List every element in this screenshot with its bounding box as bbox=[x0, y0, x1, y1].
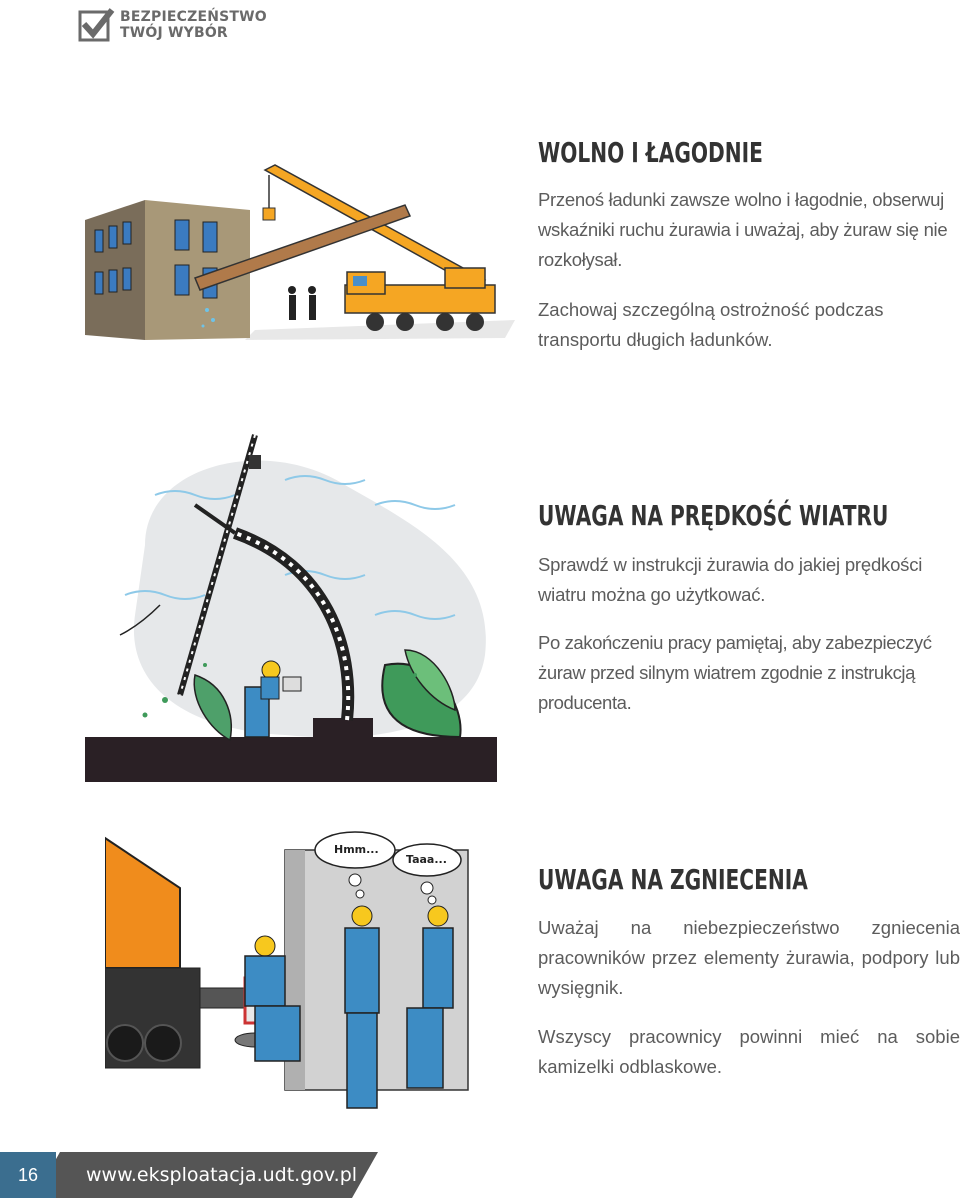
illustration-tower-crane-wind bbox=[85, 425, 497, 785]
illustration-crane-building bbox=[85, 160, 515, 350]
section-2-paragraph-1: Sprawdź w instrukcji żurawia do jakiej prędkości wiatru można go użytkować. bbox=[538, 554, 923, 605]
header-logo bbox=[78, 6, 278, 46]
section-2-paragraph-2: Po zakończeniu pracy pamiętaj, aby zabezpieczyć żuraw przed silnym wiatrem zgodnie z instrukcją producenta. bbox=[538, 632, 932, 713]
section-title-2: UWAGA NA PRĘDKOŚĆ WIATRU bbox=[538, 499, 889, 532]
thought-bubble-hmm: Hmm... bbox=[334, 843, 379, 856]
page-number: 16 bbox=[0, 1152, 56, 1198]
section-1-paragraph-1: Przenoś ładunki zawsze wolno i łagodnie, obserwuj wskaźniki ruchu żurawia i uważaj, aby żuraw się nie rozkołysał. bbox=[538, 189, 948, 270]
footer-url[interactable]: www.eksploatacja.udt.gov.pl bbox=[86, 1164, 358, 1186]
section-title-1: WOLNO I ŁAGODNIE bbox=[538, 136, 763, 169]
checkmark-logo-icon bbox=[78, 6, 116, 44]
footer bbox=[0, 1152, 960, 1198]
logo-line-2: TWÓJ WYBÓR bbox=[120, 25, 228, 41]
section-1-paragraph-2: Zachowaj szczególną ostrożność podczas transportu długich ładunków. bbox=[538, 299, 884, 350]
section-3-paragraph-1: Uważaj na niebezpieczeństwo zgniecenia pracowników przez elementy żurawia, podpory lub wysięgnik. bbox=[538, 917, 960, 998]
thought-bubble-taaa: Taaa... bbox=[406, 853, 447, 866]
logo-text bbox=[120, 9, 267, 41]
section-3-paragraph-2: Wszyscy pracownicy powinni mieć na sobie kamizelki odblaskowe. bbox=[538, 1026, 960, 1077]
illustration-crushing-hazard bbox=[105, 828, 475, 1118]
section-title-3: UWAGA NA ZGNIECENIA bbox=[538, 863, 808, 896]
logo-line-1: BEZPIECZEŃSTWO bbox=[120, 9, 267, 25]
